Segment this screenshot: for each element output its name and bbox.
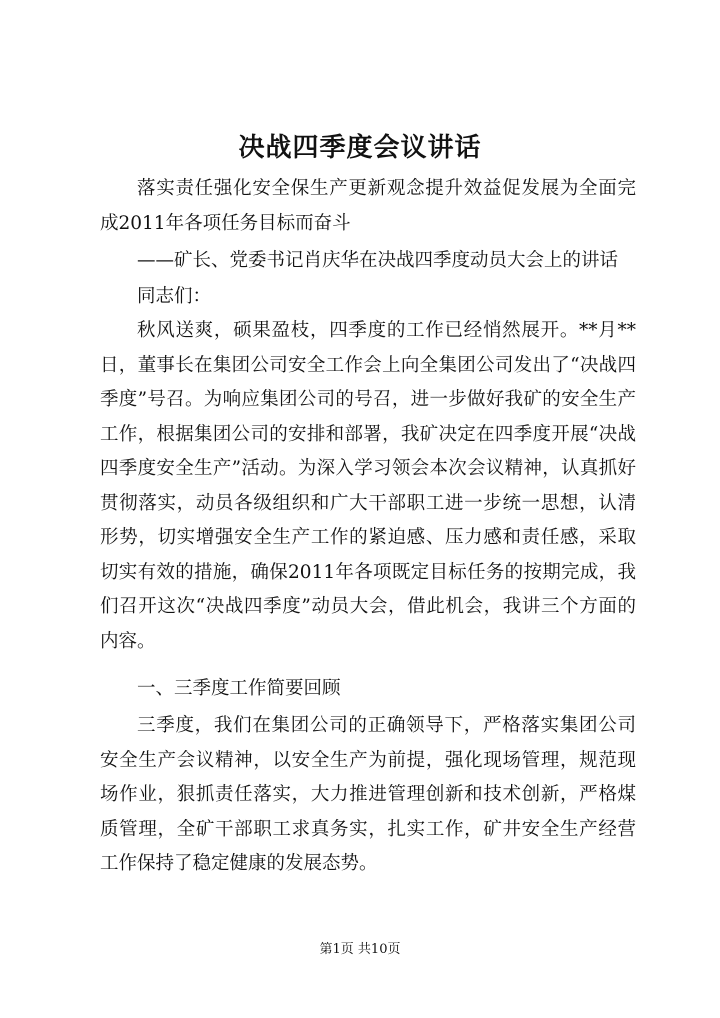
- salutation: 同志们：: [137, 286, 212, 307]
- document-title: 决战四季度会议讲话: [238, 133, 482, 163]
- body-paragraph: 秋风送爽，硕果盈枝，四季度的工作已经悄然展开。**月**日，董事长在集团公司安全工作会上向全集团公司发出了“决战四季度”号召。为响应集团公司的号召，进一步做好我矿的安全生产工作，根据集团公司的安排和部署，我矿决定在四季度开展“决战四季度安全生产”活动。为深入学习领会本次会议精神，认真抓好贯彻落实，动员各级组织和广大干部职工进一步统一思想，认清形势，切实增强安全生产工作的紧迫感、压力感和责任感，采取切实有效的措施，确保2011年各项既定目标任务的按期完成，我们召开这次“决战四季度”动员大会，借此机会，我讲三个方面的内容。: [100, 320, 636, 652]
- body-paragraph: 三季度，我们在集团公司的正确领导下，严格落实集团公司安全生产会议精神，以安全生产为前提，强化现场管理，规范现场作业，狠抓责任落实，大力推进管理创新和技术创新，严格煤质管理，全矿干部职工求真务实，扎实工作，矿井安全生产经营工作保持了稳定健康的发展态势。: [100, 715, 636, 874]
- section-heading: 一、三季度工作简要回顾: [137, 678, 341, 699]
- page-footer: 第1页 共10页: [319, 942, 401, 957]
- byline: ——矿长、党委书记肖庆华在决战四季度动员大会上的讲话: [137, 250, 619, 271]
- subtitle-paragraph: 落实责任强化安全保生产更新观念提升效益促发展为全面完成2011年各项任务目标而奋斗: [100, 178, 636, 234]
